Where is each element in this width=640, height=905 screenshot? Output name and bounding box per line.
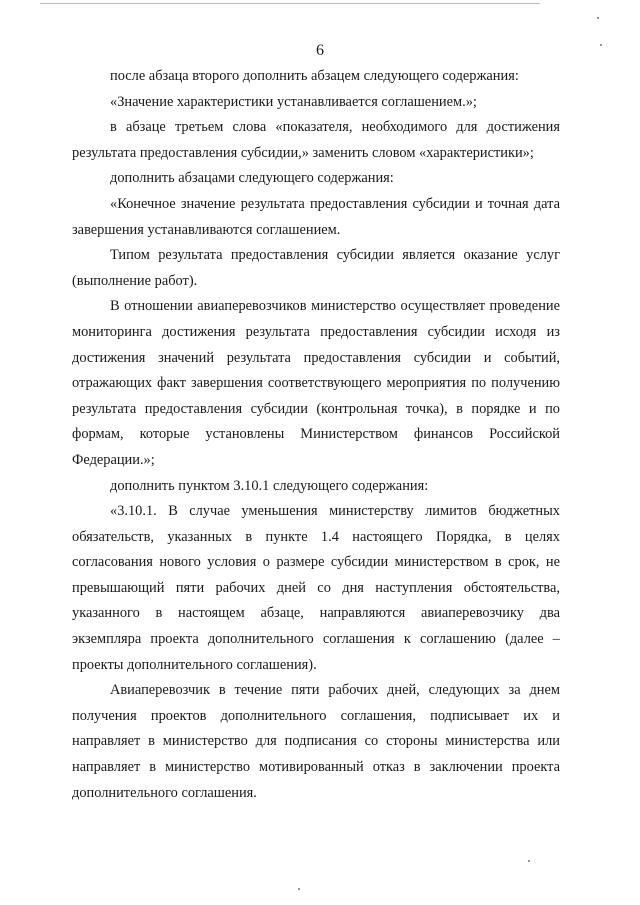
scan-artifact-dot: [298, 888, 300, 890]
paragraph-characteristic-value: «Значение характеристики устанавливается соглашением.»;: [110, 93, 477, 110]
document-body: [72, 64, 560, 806]
scan-artifact-top: [40, 3, 540, 4]
paragraph-replace-words: в абзаце третьем слова «показателя, необходимого для достижения результата предоставления субсидии,» заменить словом «характеристики»;: [72, 119, 560, 161]
paragraph-add-paragraphs: дополнить абзацами следующего содержания:: [110, 170, 394, 187]
paragraph-add-clause: дополнить пунктом 3.10.1 следующего содержания:: [110, 477, 429, 494]
paragraph-monitoring: В отношении авиаперевозчиков министерство осуществляет проведение мониторинга достижения результата предоставления субсидии исходя из достижения значений результата предоставления субсидии и событий, отражающих факт завершения соответствующего мероприятия по получению результата предоставления субсидии (контрольная точка), в порядке и по формам, которые установлены Министерством финансов Российской Федерации.»;: [72, 298, 560, 468]
page-number: 6: [316, 42, 324, 59]
paragraph-amend-intro: после абзаца второго дополнить абзацем следующего содержания:: [110, 68, 519, 84]
scan-artifact-dot: [597, 17, 599, 19]
paragraph-carrier-obligation: Авиаперевозчик в течение пяти рабочих дней, следующих за днем получения проектов дополнительного соглашения, подписывает их и направляет в министерство для подписания со стороны министерства или направляет в министерство мотивированный отказ в заключении проекта дополнительного соглашения.: [72, 682, 560, 801]
paragraph-result-type: Типом результата предоставления субсидии является оказание услуг (выполнение работ).: [72, 247, 560, 289]
paragraph-clause-3-10-1: «3.10.1. В случае уменьшения министерству лимитов бюджетных обязательств, указанных в пункте 1.4 настоящего Порядка, в целях согласования нового условия о размере субсидии министерством в срок, не превышающий пяти рабочих дней со дня наступления обстоятельства, указанного в настоящем абзаце, направляются авиаперевозчику два экземпляра проекта дополнительного соглашения к соглашению (далее – проекты дополнительного соглашения).: [72, 503, 560, 673]
scan-artifact-dot: [528, 860, 530, 862]
paragraph-final-value: «Конечное значение результата предоставления субсидии и точная дата завершения устанавливаются соглашением.: [72, 195, 560, 238]
